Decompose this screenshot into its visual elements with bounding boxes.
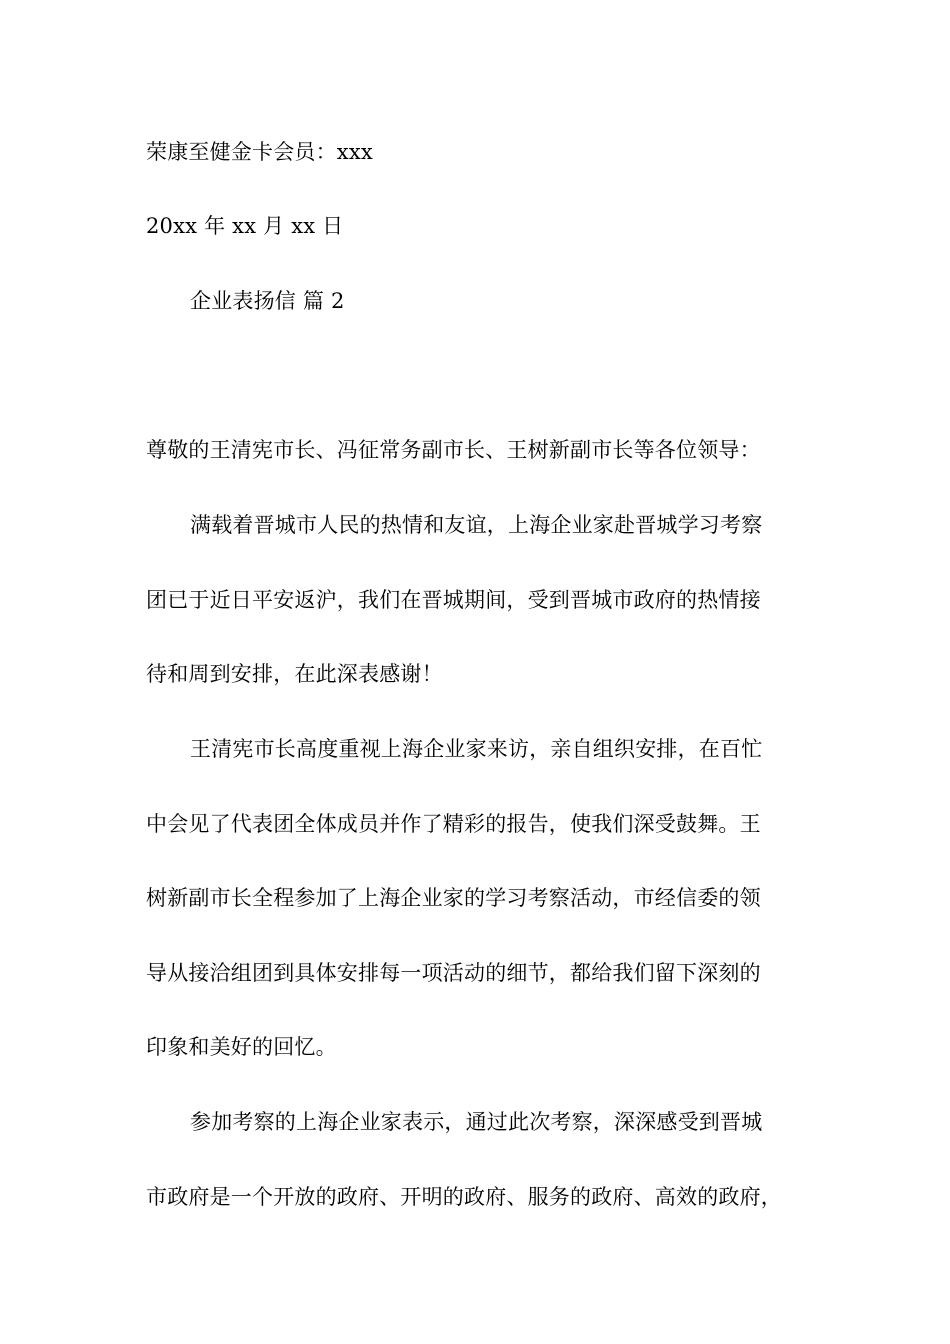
paragraph-line: 王清宪市长高度重视上海企业家来访，亲自组织安排，在百忙 [190, 737, 763, 761]
paragraph-line: 中会见了代表团全体成员并作了精彩的报告，使我们深受鼓舞。王 [146, 812, 761, 836]
paragraph-line: 导从接洽组团到具体安排每一项活动的细节，都给我们留下深刻的 [146, 961, 761, 985]
date-line: 20xx 年 xx 月 xx 日 [146, 214, 344, 238]
paragraph-line: 印象和美好的回忆。 [146, 1035, 337, 1059]
paragraph-line: 树新副市长全程参加了上海企业家的学习考察活动，市经信委的领 [146, 886, 761, 910]
section-heading: 企业表扬信 篇 2 [190, 289, 345, 313]
paragraph-line: 参加考察的上海企业家表示，通过此次考察，深深感受到晋城 [190, 1110, 763, 1134]
paragraph-line: 团已于近日平安返沪，我们在晋城期间，受到晋城市政府的热情接 [146, 588, 761, 612]
paragraph-line: 待和周到安排，在此深表感谢！ [146, 662, 443, 686]
signature-line: 荣康至健金卡会员：xxx [146, 140, 373, 164]
paragraph-line: 满载着晋城市人民的热情和友谊，上海企业家赴晋城学习考察 [190, 513, 763, 537]
salutation: 尊敬的王清宪市长、冯征常务副市长、王树新副市长等各位领导： [146, 438, 761, 462]
paragraph-line: 市政府是一个开放的政府、开明的政府、服务的政府、高效的政府， [146, 1185, 782, 1209]
